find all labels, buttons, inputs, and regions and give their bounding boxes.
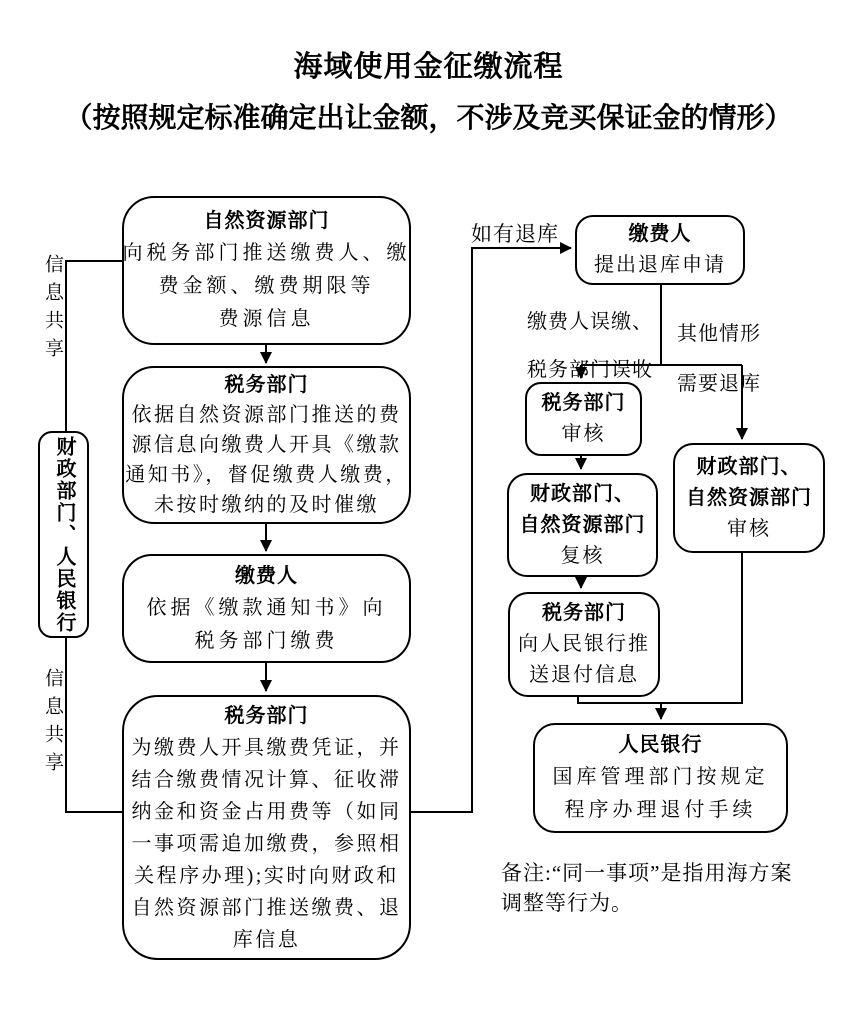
box-title: 财政部门、人民银行 <box>53 435 75 634</box>
box-title: 税务部门 <box>224 374 309 396</box>
box-title: 税务部门 <box>224 704 309 727</box>
note-line: 调整等行为。 <box>501 891 633 915</box>
box-title: 人民银行 <box>618 734 703 756</box>
page-title: 海域使用金征缴流程 <box>293 51 564 83</box>
box-line: 源信息向缴费人开具《缴款 <box>131 434 402 456</box>
box-title: 财政部门、 <box>530 482 635 505</box>
box-finance-recheck <box>507 473 658 577</box>
box-title: 缴费人 <box>235 564 298 587</box>
box-title: 自然资源部门 <box>519 513 646 536</box>
box-line: 依据《缴款通知书》向 <box>146 596 387 619</box>
box-peoples-bank <box>533 723 788 833</box>
box-title: 缴费人 <box>628 223 692 245</box>
box-line: 提出退库申请 <box>594 254 726 276</box>
label-line: 其他情形 <box>677 323 761 345</box>
box-title: 财政部门、 <box>696 455 802 478</box>
box-payer-pay <box>122 554 411 663</box>
box-line: 库信息 <box>232 928 301 951</box>
box-tax-voucher <box>122 695 411 960</box>
box-title: 自然资源部门 <box>686 486 812 509</box>
box-tax-notice <box>122 366 411 524</box>
box-line: 税务部门缴费 <box>194 629 339 652</box>
box-line: 向人民银行推 <box>518 633 650 655</box>
box-line: 审核 <box>727 517 771 540</box>
box-line: 为缴费人开具缴费凭证，并 <box>131 736 402 759</box>
connector-info-share-top <box>66 261 122 431</box>
box-line: 未按时缴纳的及时催缴 <box>154 494 379 516</box>
label-line: 税务部门误收 <box>527 359 653 381</box>
box-line: 复核 <box>560 544 605 567</box>
label-line: 需要退库 <box>677 373 761 395</box>
box-line: 程序办理退付手续 <box>564 799 757 821</box>
box-title: 税务部门 <box>541 392 626 414</box>
label-if-refund: 如有退库 <box>471 222 559 246</box>
box-line: 费金额、缴费期限等 <box>158 275 375 297</box>
box-line: 向税务部门推送缴费人、缴 <box>122 242 411 264</box>
box-line: 国库管理部门按规定 <box>552 766 769 788</box>
box-natural-resources <box>122 196 411 345</box>
box-line: 审核 <box>561 423 606 445</box>
box-line: 自然资源部门推送缴费、退 <box>131 896 402 919</box>
box-tax-push-refund <box>508 592 660 697</box>
connector-info-share-bottom <box>66 638 122 812</box>
note-text <box>501 858 841 918</box>
label-line: 缴费人误缴、 <box>527 311 653 333</box>
box-title: 税务部门 <box>542 602 626 624</box>
label-info-share-top: 信息共享 <box>42 254 63 366</box>
note-line: 备注:“同一事项”是指用海方案 <box>501 861 793 885</box>
box-line: 结合缴费情况计算、征收滞 <box>131 768 402 791</box>
box-line: 费源信息 <box>218 308 315 330</box>
page-subtitle: （按照规定标准确定出让金额，不涉及竞买保证金的情形） <box>64 103 793 134</box>
box-finance-review <box>673 443 825 553</box>
box-tax-review <box>525 382 642 456</box>
box-title: 自然资源部门 <box>203 210 330 232</box>
box-line: 纳金和资金占用费等（如同 <box>131 800 402 823</box>
box-refund-payer <box>575 215 745 285</box>
box-line: 送退付信息 <box>529 664 639 686</box>
box-line: 一事项需追加缴费，参照相 <box>131 832 402 855</box>
label-refund-reason-right <box>677 297 761 422</box>
box-line: 通知书》，督促缴费人缴费， <box>125 464 408 486</box>
label-info-share-bottom: 信息共享 <box>42 668 63 780</box>
box-line: 依据自然资源部门推送的费 <box>131 404 402 426</box>
box-line: 关程序办理);实时向财政和 <box>134 864 399 887</box>
box-finance-bank <box>38 431 89 638</box>
